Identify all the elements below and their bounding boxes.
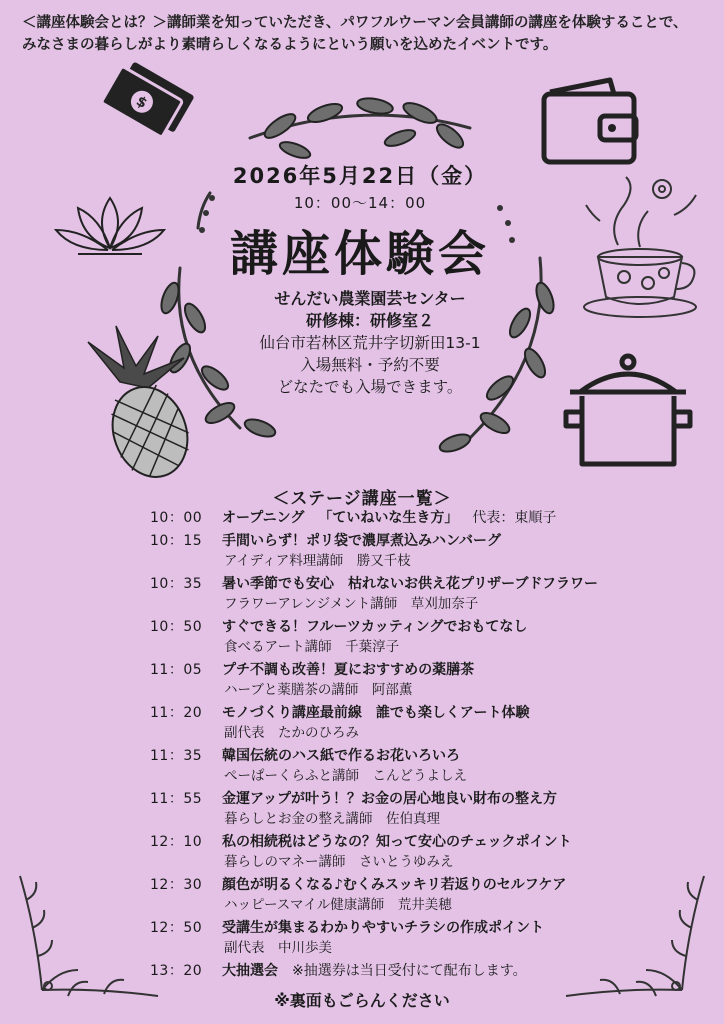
list-item (150, 660, 690, 700)
item-topic-sub: 「ていねいな生き方」 (318, 510, 459, 526)
venue-open: どなたでも入場できます。 (277, 378, 463, 396)
list-item (150, 508, 690, 528)
item-topic: 韓国伝統のハス紙で作るお花いろいろ (222, 748, 460, 764)
item-lecturer: アイディア料理講師 勝又千枝 (224, 553, 411, 569)
item-topic: モノづくり講座最前線 誰でも楽しくアート体験 (222, 705, 530, 721)
pot-icon (560, 352, 696, 476)
intro-text: ＜講座体験会とは？＞講師業を知っていただき、パワフルウーマン会員講師の講座を体験することで、みなさまの暮らしがより素晴らしくなるようにという願いを込めたイベントです。 (22, 15, 688, 53)
item-topic: 暑い季節でも安心 枯れないお供え花プリザーブドフラワー (222, 576, 599, 592)
item-lecturer: 暮らしのマネー講師 さいとうゆみえ (224, 854, 454, 870)
list-item (150, 875, 690, 915)
event-date: 2026年5月22日（金） (232, 164, 488, 188)
venue-info (220, 288, 520, 398)
item-topic: 私の相続税はどうなの？知って安心のチェックポイント (222, 834, 572, 850)
stage-heading: ＜ステージ講座一覧＞ (272, 489, 452, 509)
item-time: 11：55 (150, 791, 203, 807)
item-lecturer: 副代表 たかのひろみ (224, 725, 359, 741)
item-time: 11：20 (150, 705, 203, 721)
item-lecturer: ハーブと薬膳茶の講師 阿部薫 (224, 682, 413, 698)
list-item (150, 574, 690, 614)
item-time: 12：30 (150, 877, 203, 893)
list-item (150, 746, 690, 786)
item-lecturer: ぺーぱーくらふと講師 こんどうよしえ (224, 768, 467, 784)
item-topic: オープニング (222, 510, 305, 526)
list-item (150, 703, 690, 743)
svg-text:$: $ (133, 93, 150, 112)
item-time: 11：05 (150, 662, 203, 678)
lotus-icon (48, 190, 172, 260)
item-time: 10：15 (150, 533, 203, 549)
item-lecturer: 食べるアート講師 千葉淳子 (224, 639, 400, 655)
item-note: 代表：東順子 (472, 510, 557, 526)
event-time: 10：00〜14：00 (293, 194, 427, 212)
item-topic: 手間いらず！ポリ袋で濃厚煮込みハンバーグ (222, 533, 502, 549)
item-time: 10：35 (150, 576, 203, 592)
schedule-list (150, 508, 690, 984)
item-topic: 大抽選会 (222, 963, 278, 979)
item-time: 10：00 (150, 510, 203, 526)
item-time: 11：35 (150, 748, 203, 764)
event-title: 講座体験会 (229, 226, 490, 282)
list-item (150, 961, 690, 981)
list-item (150, 617, 690, 657)
list-item (150, 789, 690, 829)
item-note: ※抽選券は当日受付にて配布します。 (292, 963, 527, 979)
item-topic: 顔色が明るくなる♪むくみスッキリ若返りのセルフケア (222, 877, 567, 893)
list-item (150, 918, 690, 958)
item-time: 12：50 (150, 920, 203, 936)
venue-address: 仙台市若林区荒井字切新田13-1 (259, 334, 481, 352)
venue-name: せんだい農業園芸センター (274, 289, 466, 308)
venue-room: 研修棟：研修室２ (305, 311, 434, 330)
list-item (150, 531, 690, 571)
item-lecturer: 暮らしとお金の整え講師 佐伯真理 (224, 811, 440, 827)
item-time: 10：50 (150, 619, 203, 635)
pineapple-icon (58, 322, 200, 478)
item-time: 12：10 (150, 834, 203, 850)
item-time: 13：20 (150, 963, 203, 979)
teacup-icon (578, 175, 704, 325)
item-lecturer: ハッピースマイル健康講師 荒井美穂 (224, 897, 452, 913)
item-topic: 受講生が集まるわかりやすいチラシの作成ポイント (222, 920, 544, 936)
wallet-icon (538, 74, 642, 168)
event-header (180, 160, 540, 284)
money-icon (95, 62, 200, 152)
item-lecturer: 副代表 中川歩美 (224, 940, 332, 956)
item-topic: 金運アップが叶う！？お金の居心地良い財布の整え方 (222, 791, 558, 807)
item-topic: すぐできる！フルーツカッティングでおもてなし (222, 619, 528, 635)
item-topic: プチ不調も改善！夏におすすめの薬膳茶 (222, 662, 475, 678)
list-item (150, 832, 690, 872)
footer-note: ※裏面もごらんください (274, 991, 450, 1010)
venue-fee: 入場無料・予約不要 (300, 356, 440, 374)
item-lecturer: フラワーアレンジメント講師 草刈加奈子 (224, 596, 479, 612)
